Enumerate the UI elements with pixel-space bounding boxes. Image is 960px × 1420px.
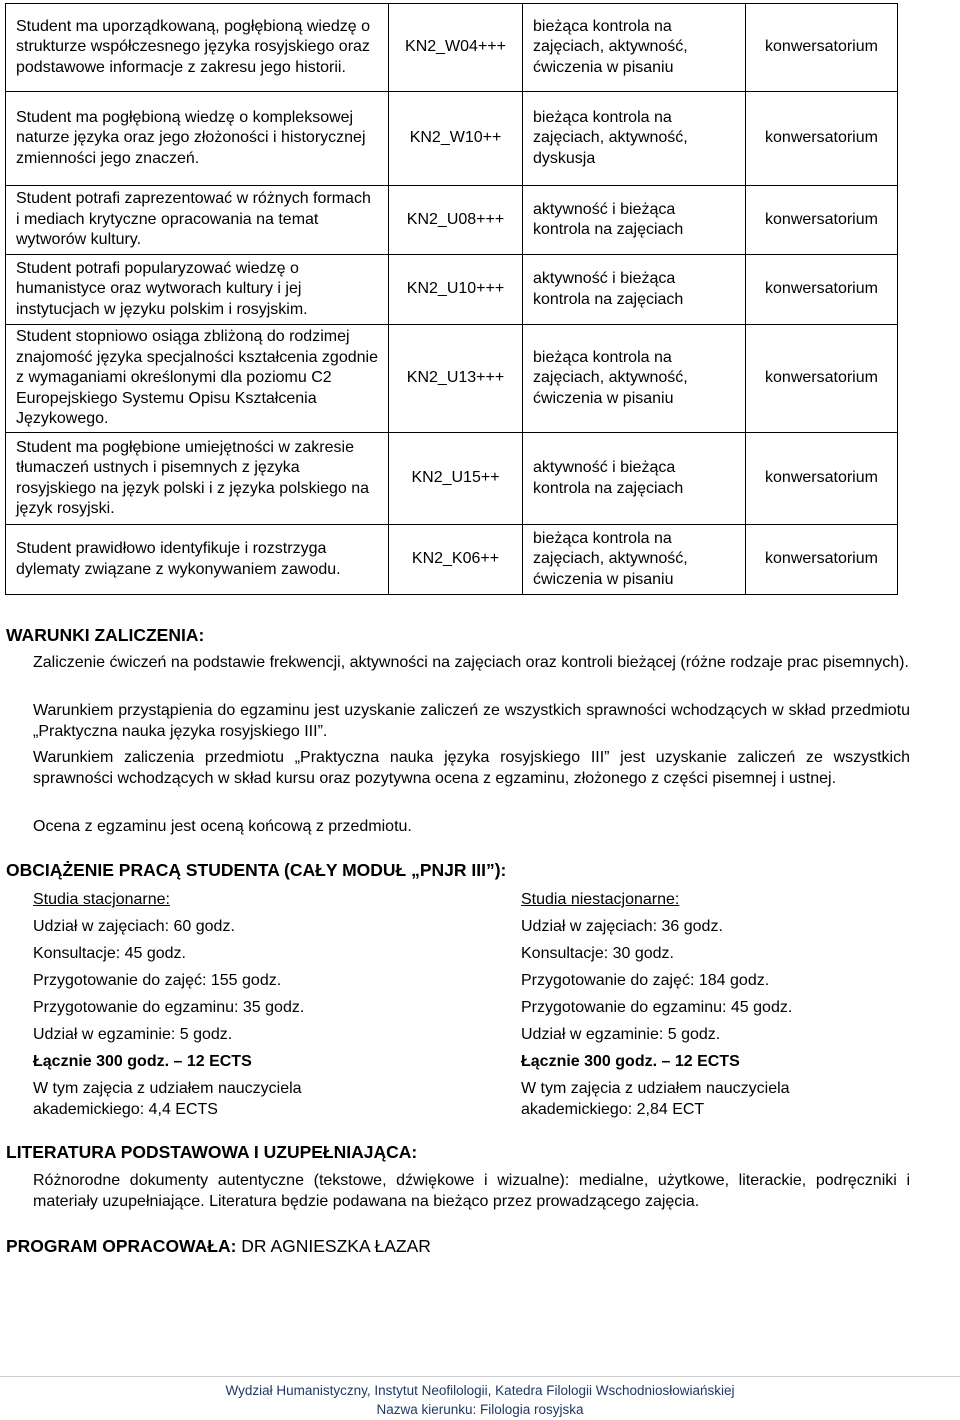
learning-outcomes-table xyxy=(5,3,898,595)
form-cell: konwersatorium xyxy=(746,186,898,255)
method-cell: bieżąca kontrola na zajęciach, aktywność, ćwiczenia w pisaniu xyxy=(523,4,746,92)
footer-field: Nazwa kierunku: Filologia rosyjska xyxy=(376,1402,584,1417)
code-cell: KN2_U13+++ xyxy=(389,325,523,433)
workload-total: Łącznie 300 godz. – 12 ECTS xyxy=(521,1053,740,1070)
table-row xyxy=(6,525,898,595)
workload-item: Konsultacje: 30 godz. xyxy=(521,945,674,962)
method-cell: bieżąca kontrola na zajęciach, aktywność, ćwiczenia w pisaniu xyxy=(523,525,746,595)
workload-heading: OBCIĄŻENIE PRACĄ STUDENTA (CAŁY MODUŁ „PNJR III”): xyxy=(6,860,507,880)
table-row xyxy=(6,255,898,325)
workload-note: W tym zajęcia z udziałem nauczyciela akademickiego: 2,84 ECT xyxy=(521,1080,790,1118)
method-cell: bieżąca kontrola na zajęciach, aktywność, dyskusja xyxy=(523,92,746,186)
form-cell: konwersatorium xyxy=(746,4,898,92)
stationary-title: Studia stacjonarne: xyxy=(33,891,170,908)
program-author-line xyxy=(6,1236,431,1257)
workload-item: Przygotowanie do zajęć: 184 godz. xyxy=(521,972,770,989)
table-row xyxy=(6,4,898,92)
effect-cell: Student ma uporządkowaną, pogłębioną wiedzę o strukturze współczesnego języka rosyjskiego oraz podstawowe informacje z zakresu jego historii. xyxy=(6,4,389,92)
program-author: DR AGNIESZKA ŁAZAR xyxy=(241,1236,431,1256)
conditions-paragraph: Warunkiem przystąpienia do egzaminu jest uzyskanie zaliczeń ze wszystkich sprawności wchodzących w skład przedmiotu „Praktyczna nauka języka rosyjskiego III”. xyxy=(33,702,910,740)
conditions-heading: WARUNKI ZALICZENIA: xyxy=(6,625,205,645)
workload-item: Konsultacje: 45 godz. xyxy=(33,945,186,962)
code-cell: KN2_U10+++ xyxy=(389,255,523,325)
effect-cell: Student ma pogłębione umiejętności w zakresie tłumaczeń ustnych i pisemnych z języka rosyjskiego na język polski i z języka polskiego na język rosyjski. xyxy=(6,433,389,525)
workload-item: Udział w egzaminie: 5 godz. xyxy=(33,1026,233,1043)
table-row xyxy=(6,433,898,525)
code-cell: KN2_U08+++ xyxy=(389,186,523,255)
conditions-paragraph: Ocena z egzaminu jest oceną końcową z przedmiotu. xyxy=(33,818,412,835)
program-label: PROGRAM OPRACOWAŁA: xyxy=(6,1236,237,1256)
form-cell: konwersatorium xyxy=(746,255,898,325)
method-cell: aktywność i bieżąca kontrola na zajęciach xyxy=(523,186,746,255)
code-cell: KN2_K06++ xyxy=(389,525,523,595)
footer-institution: Wydział Humanistyczny, Instytut Neofilologii, Katedra Filologii Wschodniosłowiańskiej xyxy=(225,1383,735,1398)
workload-item: Przygotowanie do egzaminu: 45 godz. xyxy=(521,999,793,1016)
code-cell: KN2_W10++ xyxy=(389,92,523,186)
table-row xyxy=(6,325,898,433)
effect-cell: Student ma pogłębioną wiedzę o kompleksowej naturze języka oraz jego złożoności i historycznej zmienności jego znaczeń. xyxy=(6,92,389,186)
effect-cell: Student potrafi popularyzować wiedzę o humanistyce oraz wytworach kultury i jej instytucjach w języku polskim i rosyjskim. xyxy=(6,255,389,325)
footer-divider xyxy=(0,1376,960,1377)
effect-cell: Student potrafi zaprezentować w różnych formach i mediach krytyczne opracowania na temat wytworów kultury. xyxy=(6,186,389,255)
effect-cell: Student stopniowo osiąga zbliżoną do rodzimej znajomość języka specjalności kształcenia zgodnie z wymaganiami określonymi dla poziomu C2 Europejskiego Systemu Opisu Kształcenia Językowego. xyxy=(6,325,389,433)
workload-item: Udział w egzaminie: 5 godz. xyxy=(521,1026,721,1043)
code-cell: KN2_U15++ xyxy=(389,433,523,525)
table-row xyxy=(6,186,898,255)
form-cell: konwersatorium xyxy=(746,433,898,525)
form-cell: konwersatorium xyxy=(746,525,898,595)
form-cell: konwersatorium xyxy=(746,92,898,186)
workload-item: Przygotowanie do zajęć: 155 godz. xyxy=(33,972,282,989)
conditions-paragraph: Warunkiem zaliczenia przedmiotu „Praktyczna nauka języka rosyjskiego III” jest uzyskanie zaliczeń ze wszystkich sprawności wchodzących w skład kursu oraz pozytywna ocena z egzaminu, złożonego z części pisemnej i ustnej. xyxy=(33,749,910,787)
workload-total: Łącznie 300 godz. – 12 ECTS xyxy=(33,1053,252,1070)
workload-item: Udział w zajęciach: 60 godz. xyxy=(33,918,235,935)
effect-cell: Student prawidłowo identyfikuje i rozstrzyga dylematy związane z wykonywaniem zawodu. xyxy=(6,525,389,595)
workload-item: Przygotowanie do egzaminu: 35 godz. xyxy=(33,999,305,1016)
method-cell: bieżąca kontrola na zajęciach, aktywność, ćwiczenia w pisaniu xyxy=(523,325,746,433)
table-row xyxy=(6,92,898,186)
workload-item: Udział w zajęciach: 36 godz. xyxy=(521,918,723,935)
method-cell: aktywność i bieżąca kontrola na zajęciach xyxy=(523,433,746,525)
form-cell: konwersatorium xyxy=(746,325,898,433)
workload-stationary xyxy=(33,889,363,1120)
conditions-paragraph: Zaliczenie ćwiczeń na podstawie frekwencji, aktywności na zajęciach oraz kontroli bieżącej (różne rodzaje prac pisemnych). xyxy=(33,654,909,671)
literature-text: Różnorodne dokumenty autentyczne (tekstowe, dźwiękowe i wizualne): medialne, użytkowe, literackie, podręczniki i materiały uzupełniające. Literatura będzie podawana na bieżąco przez prowadzącego zajęcia. xyxy=(33,1172,910,1210)
code-cell: KN2_W04+++ xyxy=(389,4,523,92)
extramural-title: Studia niestacjonarne: xyxy=(521,891,680,908)
workload-note: W tym zajęcia z udziałem nauczyciela akademickiego: 4,4 ECTS xyxy=(33,1080,302,1118)
literature-heading: LITERATURA PODSTAWOWA I UZUPEŁNIAJĄCA: xyxy=(6,1142,418,1162)
method-cell: aktywność i bieżąca kontrola na zajęciach xyxy=(523,255,746,325)
workload-extramural xyxy=(521,889,861,1120)
